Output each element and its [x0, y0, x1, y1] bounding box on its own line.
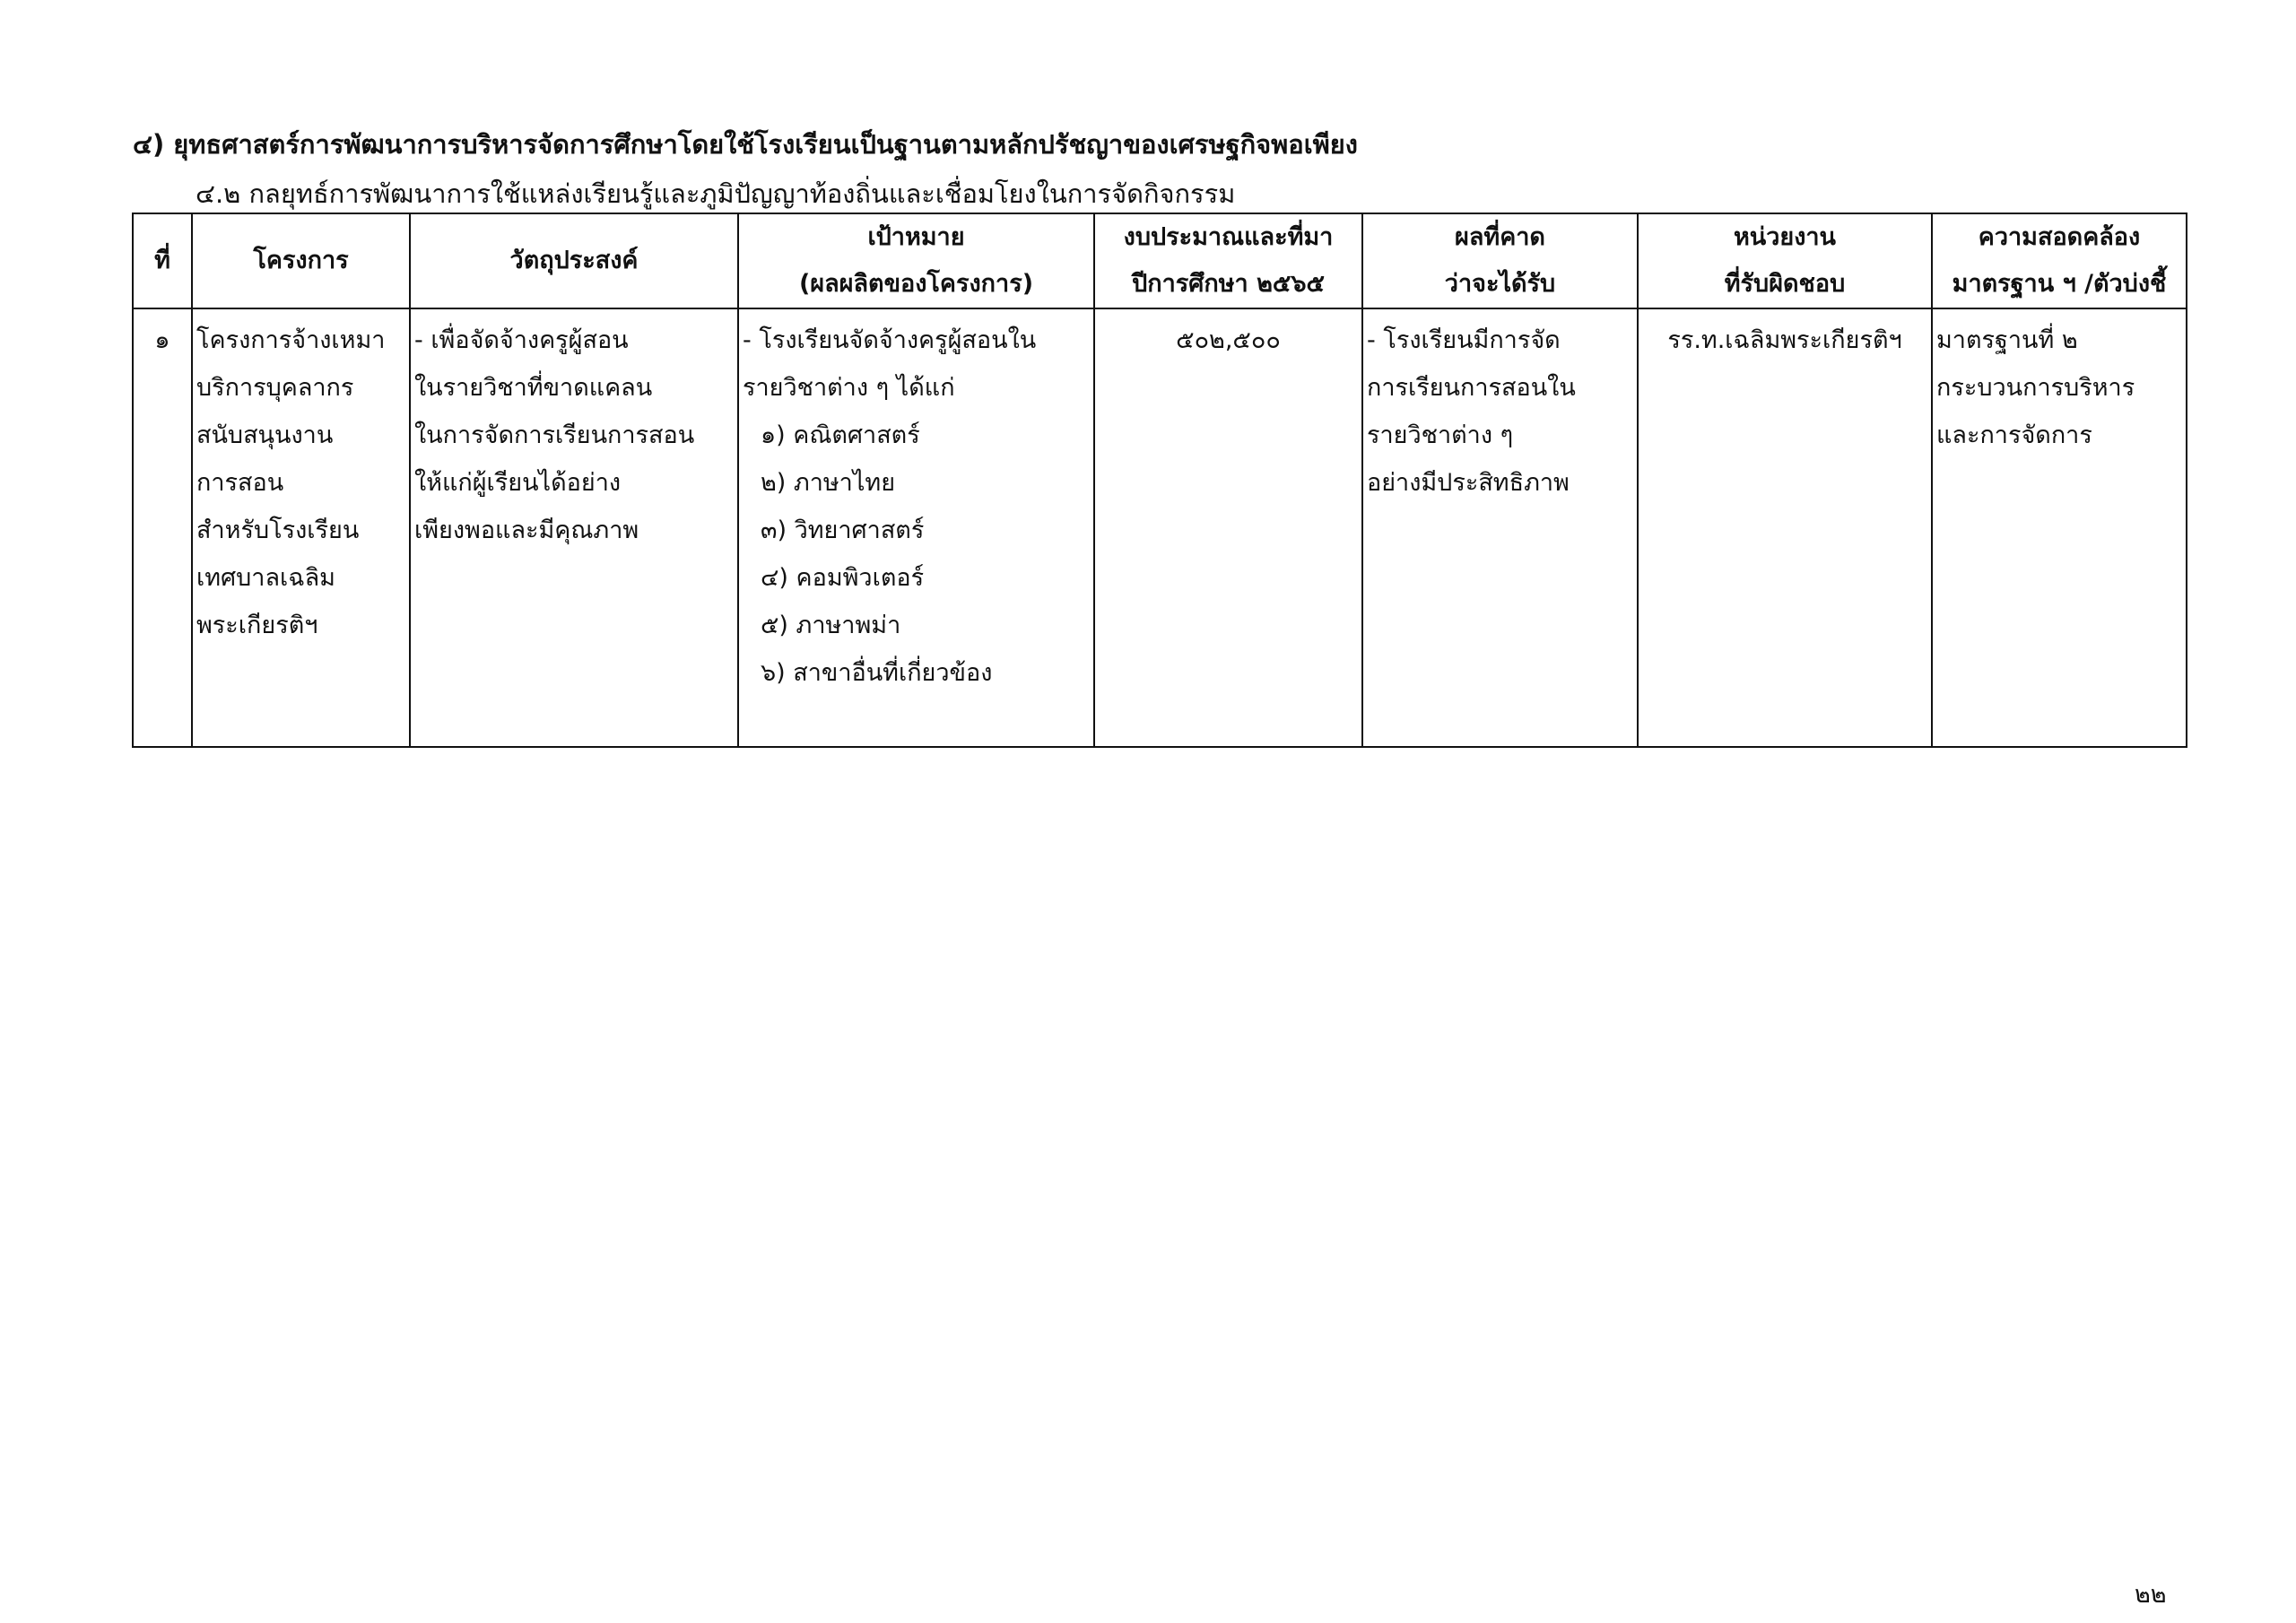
cell-line: กระบวนการบริหาร — [1936, 374, 2135, 402]
header-budget-line-1: งบประมาณและที่มา — [1123, 223, 1334, 251]
page-number: ๒๒ — [2135, 1581, 2167, 1609]
cell-line: อย่างมีประสิทธิภาพ — [1367, 469, 1570, 497]
table-row — [133, 308, 2187, 747]
header-unit — [1638, 213, 1932, 308]
target-item: ๒) ภาษาไทย — [761, 469, 896, 497]
header-consistency-line-1: ความสอดคล้อง — [1978, 223, 2141, 251]
target-item: ๑) คณิตศาสตร์ — [761, 421, 920, 449]
cell-objective — [410, 308, 738, 747]
header-budget-line-2: ปีการศึกษา ๒๕๖๕ — [1132, 270, 1325, 298]
header-result-line-2: ว่าจะได้รับ — [1444, 270, 1556, 298]
header-target-line-2: (ผลผลิตของโครงการ) — [798, 270, 1034, 298]
cell-line: เทศบาลเฉลิม — [196, 564, 335, 592]
target-item: ๖) สาขาอื่นที่เกี่ยวข้อง — [761, 659, 993, 687]
header-result-line-1: ผลที่คาด — [1455, 223, 1545, 251]
cell-line: สนับสนุนงาน — [196, 421, 334, 449]
header-consistency-line-2: มาตรฐาน ฯ /ตัวบ่งชี้ — [1952, 270, 2167, 298]
cell-num: ๑ — [133, 308, 192, 747]
cell-line: ในการจัดการเรียนการสอน — [414, 421, 695, 449]
target-item: ๕) ภาษาพม่า — [761, 612, 901, 639]
target-item: ๓) วิทยาศาสตร์ — [761, 516, 925, 544]
cell-line: มาตรฐานที่ ๒ — [1936, 326, 2078, 354]
cell-result — [1362, 308, 1638, 747]
cell-line: ในรายวิชาที่ขาดแคลน — [414, 374, 653, 402]
header-target-line-1: เป้าหมาย — [867, 223, 965, 251]
cell-budget: ๕๐๒,๕๐๐ — [1094, 308, 1362, 747]
header-unit-line-1: หน่วยงาน — [1733, 223, 1837, 251]
cell-line: รายวิชาต่าง ๆ — [1367, 421, 1514, 449]
sub-strategy-title: ๔.๒ กลยุทธ์การพัฒนาการใช้แหล่งเรียนรู้และภูมิปัญญาท้องถิ่นและเชื่อมโยงในการจัดกิจกรรม — [196, 178, 1236, 209]
strategy-title: ๔) ยุทธศาสตร์การพัฒนาการบริหารจัดการศึกษาโดยใช้โรงเรียนเป็นฐานตามหลักปรัชญาของเศรษฐกิจพอเพียง — [133, 129, 1358, 160]
cell-line: - โรงเรียนจัดจ้างครูผู้สอนใน — [743, 326, 1037, 354]
cell-line: - โรงเรียนมีการจัด — [1367, 326, 1561, 354]
cell-unit: รร.ท.เฉลิมพระเกียรติฯ — [1638, 308, 1932, 747]
table-header-row — [133, 213, 2187, 308]
cell-consistency — [1932, 308, 2187, 747]
header-target — [738, 213, 1094, 308]
header-project: โครงการ — [192, 213, 410, 308]
cell-line: การสอน — [196, 469, 284, 497]
header-unit-line-2: ที่รับผิดชอบ — [1724, 270, 1846, 298]
cell-project — [192, 308, 410, 747]
cell-target — [738, 308, 1094, 747]
cell-line: สำหรับโรงเรียน — [196, 516, 360, 544]
cell-line: เพียงพอและมีคุณภาพ — [414, 516, 639, 544]
cell-line: พระเกียรติฯ — [196, 612, 318, 639]
cell-line: - เพื่อจัดจ้างครูผู้สอน — [414, 326, 629, 354]
cell-line: และการจัดการ — [1936, 421, 2092, 449]
target-item: ๔) คอมพิวเตอร์ — [761, 564, 925, 592]
cell-line: โครงการจ้างเหมา — [196, 326, 386, 354]
cell-line: รายวิชาต่าง ๆ ได้แก่ — [743, 374, 955, 402]
header-result — [1362, 213, 1638, 308]
cell-line: การเรียนการสอนใน — [1367, 374, 1576, 402]
cell-line: ให้แก่ผู้เรียนได้อย่าง — [414, 469, 622, 497]
header-budget — [1094, 213, 1362, 308]
project-plan-table — [132, 213, 2187, 748]
cell-line: บริการบุคลากร — [196, 374, 354, 402]
header-consistency — [1932, 213, 2187, 308]
header-objective: วัตถุประสงค์ — [410, 213, 738, 308]
header-num: ที่ — [133, 213, 192, 308]
